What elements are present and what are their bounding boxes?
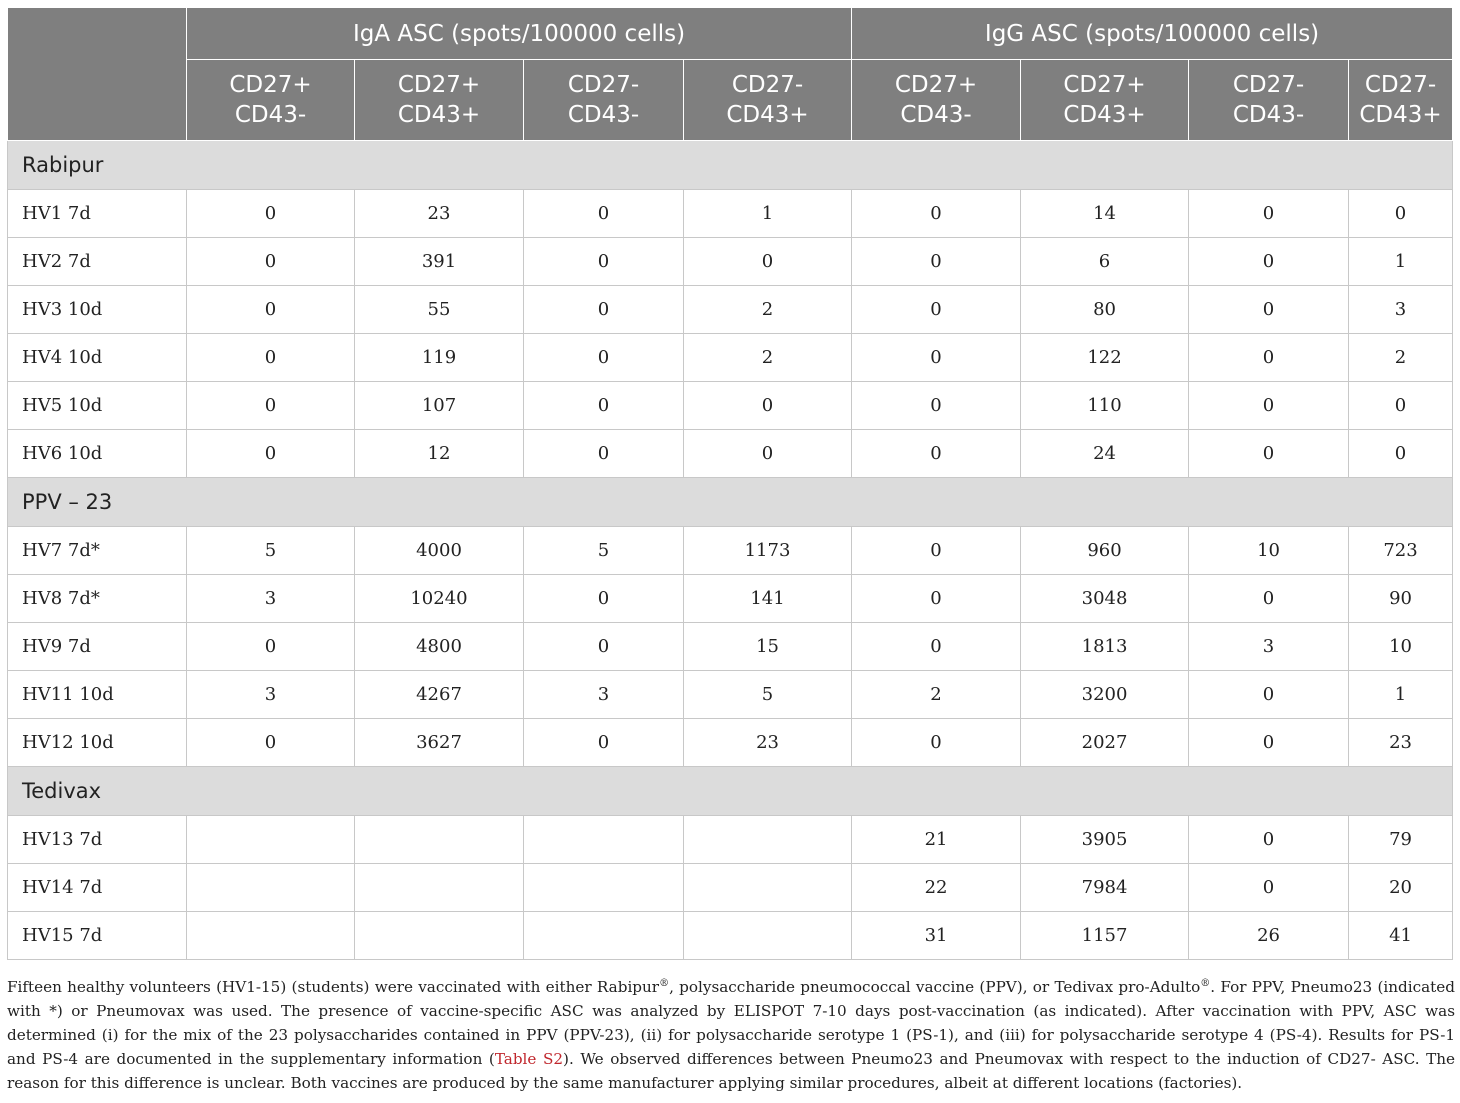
value-cell: 4267 xyxy=(355,671,524,719)
value-cell: 1 xyxy=(1349,671,1453,719)
table-row xyxy=(8,912,1453,960)
value-cell: 3 xyxy=(187,671,355,719)
value-cell: 1173 xyxy=(684,527,852,575)
row-label: HV8 7d* xyxy=(8,575,187,623)
subgroup-header-line: CD43- xyxy=(1232,102,1305,128)
footnote-text-2: , polysaccharide pneumococcal vaccine (PPV), or Tedivax pro-Adulto xyxy=(669,978,1201,996)
value-cell: 3 xyxy=(524,671,684,719)
value-cell: 0 xyxy=(684,382,852,430)
subgroup-header-line: CD43+ xyxy=(397,102,481,128)
value-cell: 0 xyxy=(1189,190,1349,238)
group-name: PPV – 23 xyxy=(8,478,1453,527)
value-cell xyxy=(355,912,524,960)
table-body xyxy=(8,141,1453,960)
subgroup-header-cell xyxy=(187,60,355,141)
subgroup-header-cell xyxy=(1349,60,1453,141)
row-label: HV6 10d xyxy=(8,430,187,478)
row-label: HV7 7d* xyxy=(8,527,187,575)
value-cell: 23 xyxy=(1349,719,1453,767)
value-cell: 14 xyxy=(1021,190,1189,238)
subgroup-header-cell xyxy=(1021,60,1189,141)
value-cell xyxy=(684,864,852,912)
value-cell: 3627 xyxy=(355,719,524,767)
value-cell: 119 xyxy=(355,334,524,382)
value-cell: 0 xyxy=(852,238,1021,286)
value-cell: 0 xyxy=(187,382,355,430)
value-cell: 391 xyxy=(355,238,524,286)
row-label: HV3 10d xyxy=(8,286,187,334)
header-row-top xyxy=(8,8,1453,60)
subgroup-header-line: CD27- xyxy=(731,72,804,98)
value-cell: 5 xyxy=(684,671,852,719)
value-cell xyxy=(187,864,355,912)
subgroup-header-cell xyxy=(684,60,852,141)
value-cell: 5 xyxy=(524,527,684,575)
subgroup-header-line: CD43- xyxy=(900,102,972,128)
value-cell: 0 xyxy=(852,719,1021,767)
value-cell: 0 xyxy=(1349,382,1453,430)
value-cell: 0 xyxy=(1189,286,1349,334)
subgroup-header-line: CD43- xyxy=(234,102,307,128)
value-cell: 5 xyxy=(187,527,355,575)
value-cell: 0 xyxy=(852,286,1021,334)
value-cell: 4800 xyxy=(355,623,524,671)
value-cell: 0 xyxy=(852,623,1021,671)
value-cell: 10 xyxy=(1349,623,1453,671)
value-cell: 23 xyxy=(355,190,524,238)
value-cell: 0 xyxy=(852,527,1021,575)
value-cell: 10 xyxy=(1189,527,1349,575)
value-cell: 1 xyxy=(684,190,852,238)
value-cell: 2 xyxy=(684,286,852,334)
value-cell: 0 xyxy=(1349,430,1453,478)
registered-mark: ® xyxy=(1200,977,1211,989)
row-label: HV11 10d xyxy=(8,671,187,719)
registered-mark: ® xyxy=(659,977,670,989)
subgroup-header-line: CD43+ xyxy=(1359,102,1442,128)
value-cell: 2 xyxy=(852,671,1021,719)
subgroup-header-line: CD43+ xyxy=(726,102,809,128)
value-cell: 6 xyxy=(1021,238,1189,286)
value-cell: 0 xyxy=(852,334,1021,382)
value-cell: 41 xyxy=(1349,912,1453,960)
value-cell: 0 xyxy=(684,238,852,286)
value-cell: 1157 xyxy=(1021,912,1189,960)
value-cell: 110 xyxy=(1021,382,1189,430)
value-cell: 0 xyxy=(187,719,355,767)
table-footnote xyxy=(7,975,1455,1095)
value-cell: 0 xyxy=(852,382,1021,430)
value-cell: 2 xyxy=(1349,334,1453,382)
subgroup-header-line: CD27- xyxy=(1364,72,1437,98)
value-cell: 0 xyxy=(684,430,852,478)
value-cell xyxy=(524,912,684,960)
subgroup-header-line: CD27- xyxy=(567,72,640,98)
value-cell: 0 xyxy=(524,238,684,286)
row-label: HV1 7d xyxy=(8,190,187,238)
group-row xyxy=(8,767,1453,816)
value-cell: 0 xyxy=(1189,334,1349,382)
group-name: Rabipur xyxy=(8,141,1453,190)
row-label: HV5 10d xyxy=(8,382,187,430)
value-cell: 2 xyxy=(684,334,852,382)
value-cell: 0 xyxy=(524,382,684,430)
value-cell: 3200 xyxy=(1021,671,1189,719)
subgroup-header-cell xyxy=(355,60,524,141)
table-row xyxy=(8,575,1453,623)
value-cell: 0 xyxy=(1189,382,1349,430)
table-row xyxy=(8,430,1453,478)
subgroup-header-cell xyxy=(524,60,684,141)
subgroup-header-line: CD27+ xyxy=(894,72,978,98)
value-cell: 7984 xyxy=(1021,864,1189,912)
value-cell xyxy=(355,816,524,864)
value-cell: 3 xyxy=(1189,623,1349,671)
value-cell: 26 xyxy=(1189,912,1349,960)
value-cell: 0 xyxy=(524,334,684,382)
value-cell: 90 xyxy=(1349,575,1453,623)
table-row xyxy=(8,238,1453,286)
value-cell: 10240 xyxy=(355,575,524,623)
value-cell: 723 xyxy=(1349,527,1453,575)
value-cell: 0 xyxy=(524,430,684,478)
group-row xyxy=(8,141,1453,190)
table-row xyxy=(8,816,1453,864)
corner-header-cell xyxy=(8,8,187,141)
value-cell: 0 xyxy=(1189,430,1349,478)
value-cell: 22 xyxy=(852,864,1021,912)
value-cell: 141 xyxy=(684,575,852,623)
value-cell: 0 xyxy=(1189,719,1349,767)
table-row xyxy=(8,382,1453,430)
igg-group-header: IgG ASC (spots/100000 cells) xyxy=(852,8,1453,60)
value-cell: 0 xyxy=(524,623,684,671)
value-cell xyxy=(684,912,852,960)
value-cell: 3048 xyxy=(1021,575,1189,623)
subgroup-header-line: CD43- xyxy=(567,102,640,128)
value-cell: 0 xyxy=(187,190,355,238)
value-cell: 4000 xyxy=(355,527,524,575)
subgroup-header-line: CD27- xyxy=(1232,72,1305,98)
table-row xyxy=(8,286,1453,334)
table-s2-link[interactable]: Table S2 xyxy=(494,1050,564,1068)
value-cell: 0 xyxy=(1189,816,1349,864)
value-cell: 1813 xyxy=(1021,623,1189,671)
value-cell xyxy=(524,864,684,912)
value-cell: 0 xyxy=(524,286,684,334)
value-cell: 31 xyxy=(852,912,1021,960)
value-cell: 12 xyxy=(355,430,524,478)
value-cell: 3 xyxy=(187,575,355,623)
value-cell xyxy=(524,816,684,864)
row-label: HV9 7d xyxy=(8,623,187,671)
value-cell: 79 xyxy=(1349,816,1453,864)
subgroup-header-line: CD27+ xyxy=(229,72,312,98)
value-cell xyxy=(684,816,852,864)
subgroup-header-cell xyxy=(1189,60,1349,141)
table-row xyxy=(8,864,1453,912)
table-row xyxy=(8,671,1453,719)
value-cell: 55 xyxy=(355,286,524,334)
value-cell: 960 xyxy=(1021,527,1189,575)
group-name: Tedivax xyxy=(8,767,1453,816)
value-cell: 0 xyxy=(1189,238,1349,286)
value-cell: 122 xyxy=(1021,334,1189,382)
value-cell: 0 xyxy=(187,238,355,286)
value-cell xyxy=(187,912,355,960)
footnote-text-3: . For PPV, Pneumo23 (indicated with *) or Pneumovax was used. The presence of vaccine-specific ASC was analyzed by ELISPOT 7-10 days post-vaccination (as indicated). After vaccination with PPV, ASC was determined (i) for the mix of the 23 polysaccharides contained in PPV (PPV-23), (ii) for polysaccharide serotype 1 (PS-1), and (iii) for polysaccharide serotype 4 (PS-4). Results for PS-1 and PS-4 are documented in the supplementary information ( xyxy=(7,978,1455,1068)
table-row xyxy=(8,719,1453,767)
table-row xyxy=(8,334,1453,382)
subgroup-header-line: CD27+ xyxy=(1063,72,1146,98)
value-cell: 0 xyxy=(524,575,684,623)
subgroup-header-line: CD27+ xyxy=(397,72,481,98)
value-cell: 0 xyxy=(1189,864,1349,912)
table-row xyxy=(8,527,1453,575)
subgroup-header-cell xyxy=(852,60,1021,141)
iga-group-header: IgA ASC (spots/100000 cells) xyxy=(187,8,852,60)
value-cell: 0 xyxy=(524,190,684,238)
value-cell xyxy=(355,864,524,912)
row-label: HV15 7d xyxy=(8,912,187,960)
value-cell: 0 xyxy=(852,575,1021,623)
row-label: HV13 7d xyxy=(8,816,187,864)
value-cell: 0 xyxy=(187,334,355,382)
value-cell: 0 xyxy=(187,623,355,671)
value-cell: 0 xyxy=(1189,575,1349,623)
footnote-text-4: ). We observed differences between Pneumo23 and Pneumovax with respect to the induction of CD27- ASC. The reason for this difference is unclear. Both vaccines are produced by the same manufacturer applying similar procedures, albeit at different locations (factories). xyxy=(7,1050,1455,1092)
value-cell: 0 xyxy=(187,286,355,334)
value-cell: 0 xyxy=(852,430,1021,478)
value-cell xyxy=(187,816,355,864)
value-cell: 23 xyxy=(684,719,852,767)
table-row xyxy=(8,623,1453,671)
value-cell: 3 xyxy=(1349,286,1453,334)
value-cell: 20 xyxy=(1349,864,1453,912)
value-cell: 0 xyxy=(1189,671,1349,719)
value-cell: 0 xyxy=(187,430,355,478)
value-cell: 1 xyxy=(1349,238,1453,286)
value-cell: 0 xyxy=(524,719,684,767)
row-label: HV12 10d xyxy=(8,719,187,767)
header-row-subgroups xyxy=(8,60,1453,141)
value-cell: 2027 xyxy=(1021,719,1189,767)
value-cell: 0 xyxy=(852,190,1021,238)
value-cell: 24 xyxy=(1021,430,1189,478)
footnote-text-1: Fifteen healthy volunteers (HV1-15) (students) were vaccinated with either Rabipur xyxy=(7,978,660,996)
value-cell: 80 xyxy=(1021,286,1189,334)
value-cell: 0 xyxy=(1349,190,1453,238)
results-table xyxy=(7,7,1453,960)
value-cell: 15 xyxy=(684,623,852,671)
value-cell: 21 xyxy=(852,816,1021,864)
table-row xyxy=(8,190,1453,238)
row-label: HV2 7d xyxy=(8,238,187,286)
value-cell: 3905 xyxy=(1021,816,1189,864)
row-label: HV4 10d xyxy=(8,334,187,382)
group-row xyxy=(8,478,1453,527)
subgroup-header-line: CD43+ xyxy=(1063,102,1146,128)
value-cell: 107 xyxy=(355,382,524,430)
row-label: HV14 7d xyxy=(8,864,187,912)
